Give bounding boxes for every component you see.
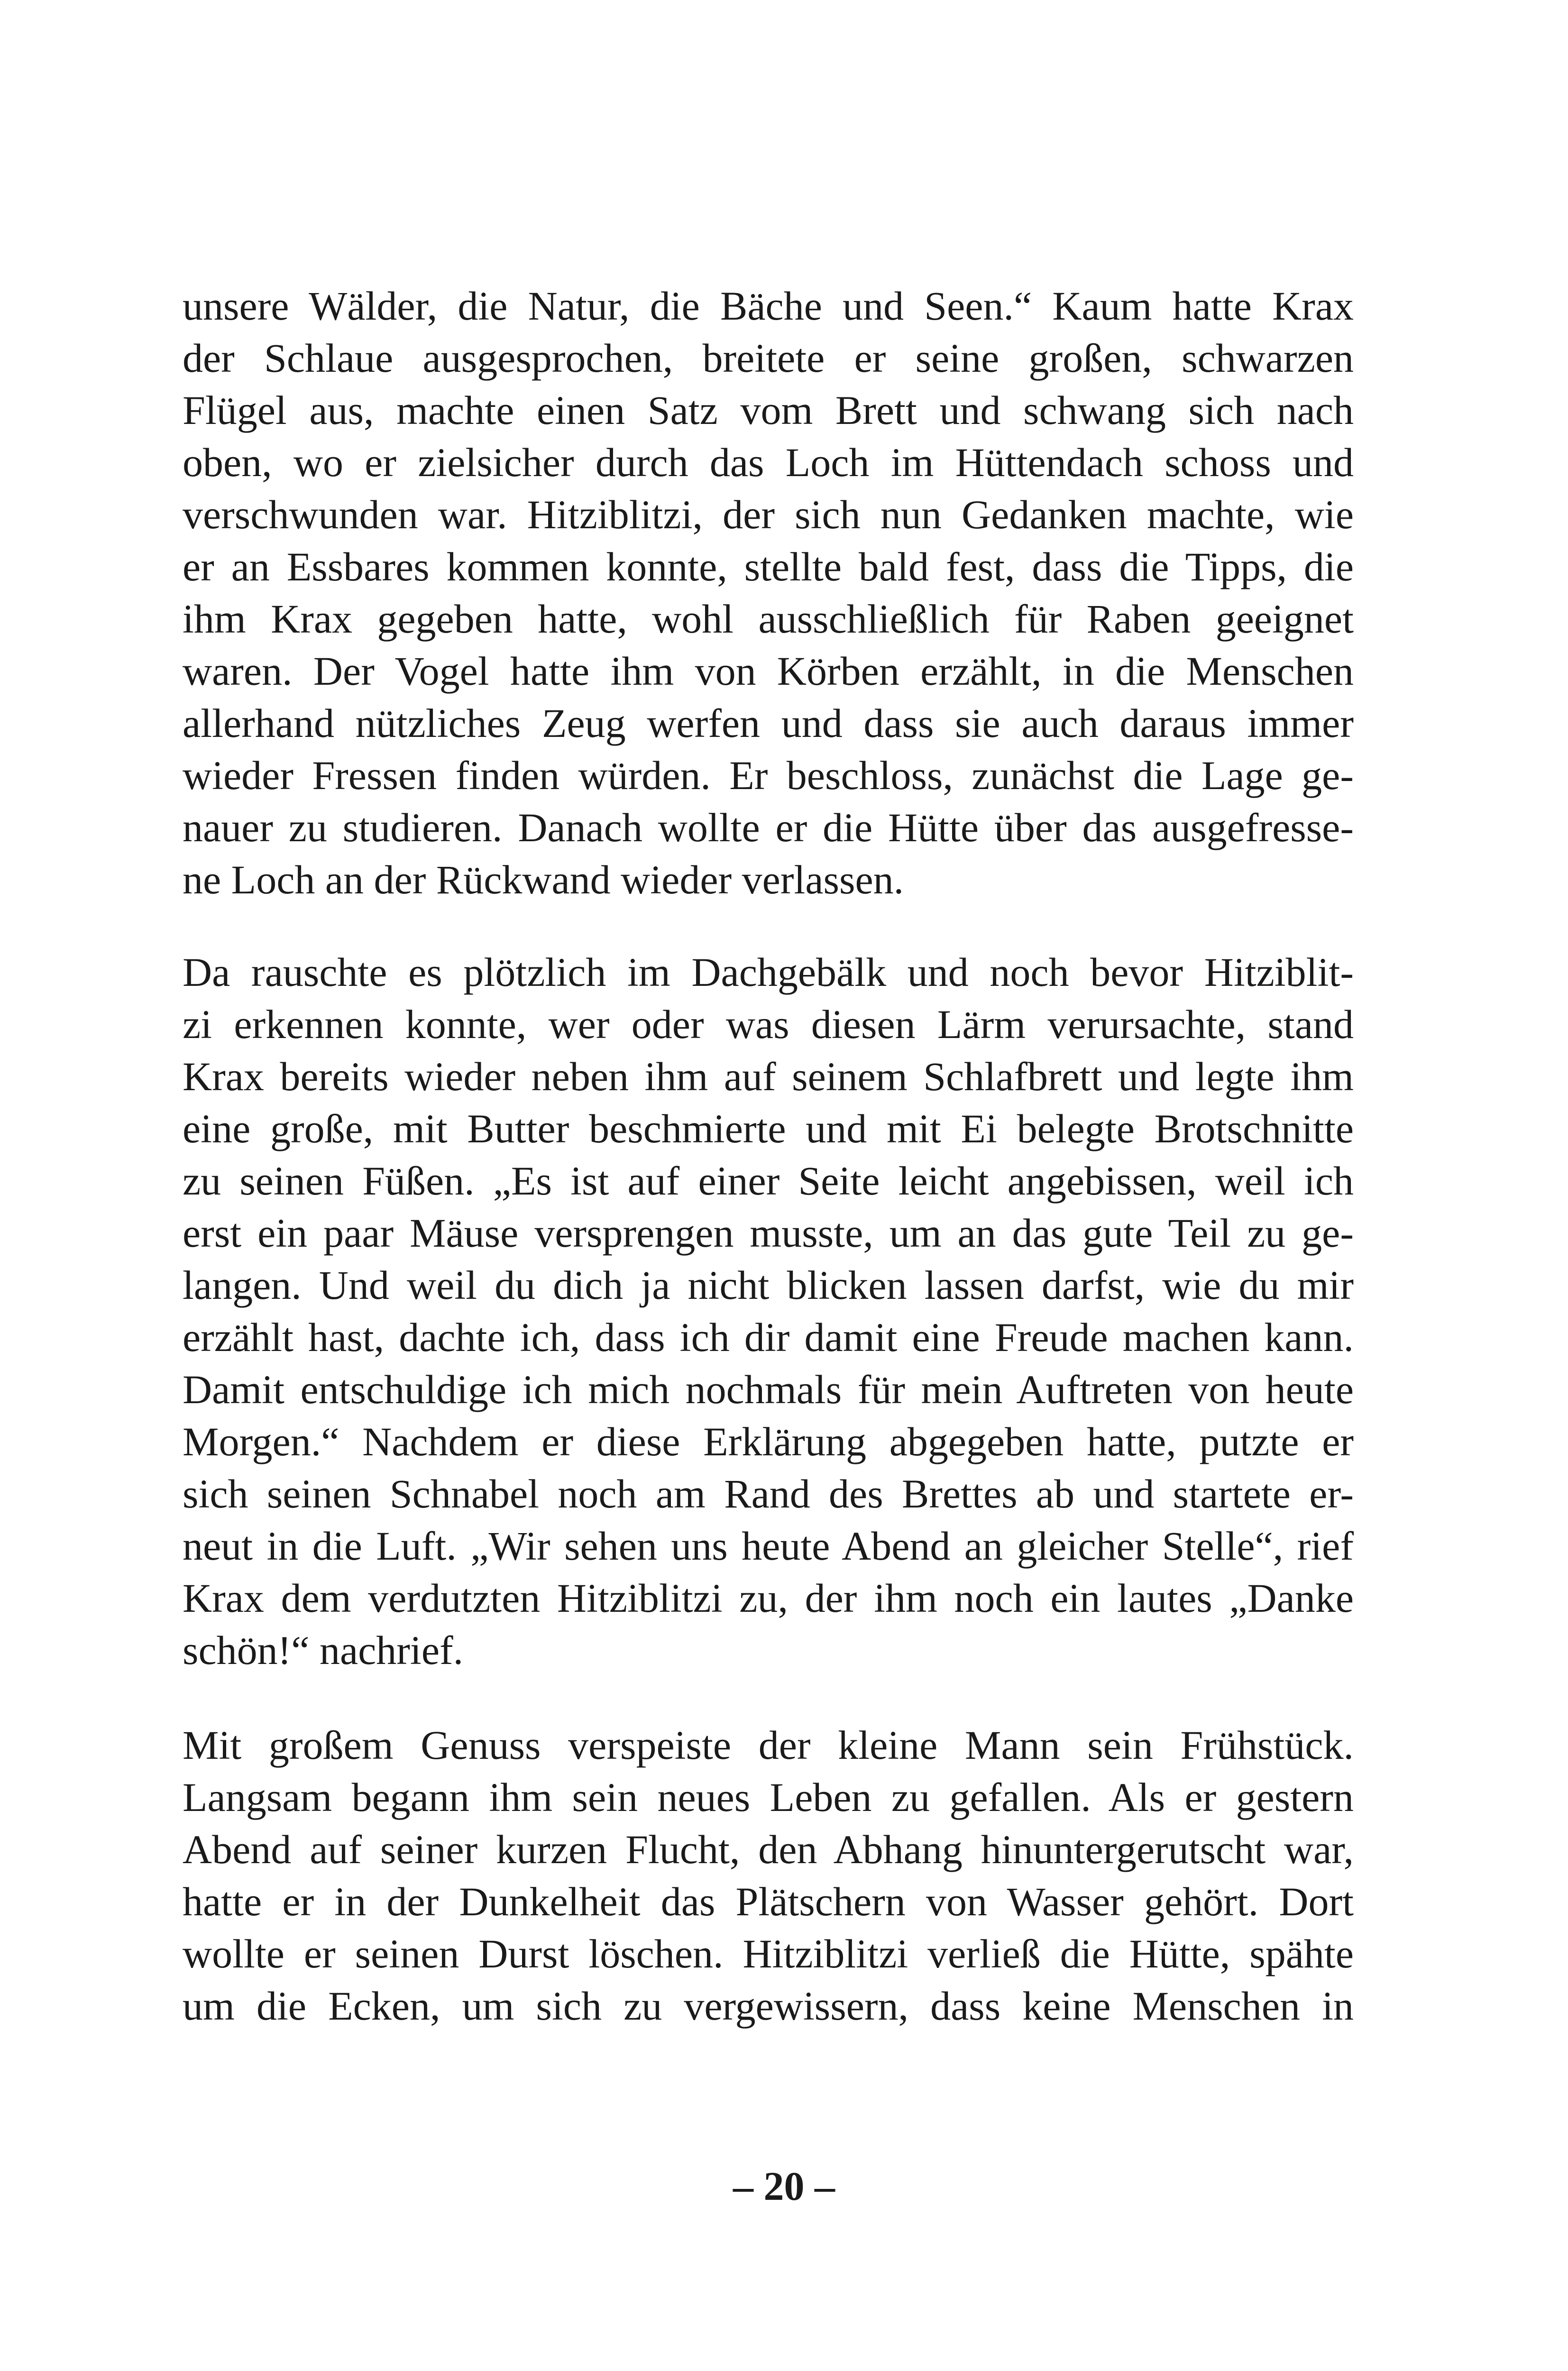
text-line: ne Loch an der Rückwand wieder verlassen. bbox=[183, 857, 904, 902]
text-line: wieder Fressen finden würden. Er beschloss, zunächst die Lage ge- bbox=[183, 753, 1354, 798]
text-line: wollte er seinen Durst löschen. Hitziblitzi verließ die Hütte, spähte bbox=[183, 1931, 1354, 1976]
text-line: schön!“ nachrief. bbox=[183, 1627, 464, 1673]
text-line: Da rauschte es plötzlich im Dachgebälk und noch bevor Hitziblit- bbox=[183, 949, 1354, 995]
text-line: sich seinen Schnabel noch am Rand des Brettes ab und startete er- bbox=[183, 1471, 1354, 1516]
paragraph-2 bbox=[183, 946, 1354, 1676]
page-number: – 20 – bbox=[733, 2163, 835, 2209]
text-line: Flügel aus, machte einen Satz vom Brett und schwang sich nach bbox=[183, 387, 1354, 433]
text-line: Damit entschuldige ich mich nochmals für mein Auftreten von heute bbox=[183, 1367, 1354, 1412]
text-line: waren. Der Vogel hatte ihm von Körben erzählt, in die Menschen bbox=[183, 648, 1354, 694]
text-line: erzählt hast, dachte ich, dass ich dir damit eine Freude machen kann. bbox=[183, 1314, 1354, 1360]
text-line: Mit großem Genuss verspeiste der kleine Mann sein Frühstück. bbox=[183, 1722, 1354, 1768]
text-line: unsere Wälder, die Natur, die Bäche und Seen.“ Kaum hatte Krax bbox=[183, 283, 1354, 329]
paragraph-3 bbox=[183, 1719, 1354, 2032]
text-line: um die Ecken, um sich zu vergewissern, dass keine Menschen in bbox=[183, 1983, 1354, 2029]
text-line: langen. Und weil du dich ja nicht blicken lassen darfst, wie du mir bbox=[183, 1262, 1354, 1308]
text-line: verschwunden war. Hitziblitzi, der sich nun Gedanken machte, wie bbox=[183, 492, 1354, 537]
text-line: der Schlaue ausgesprochen, breitete er seine großen, schwarzen bbox=[183, 335, 1354, 381]
text-line: Abend auf seiner kurzen Flucht, den Abhang hinuntergerutscht war, bbox=[183, 1827, 1354, 1872]
text-line: er an Essbares kommen konnte, stellte bald fest, dass die Tipps, die bbox=[183, 544, 1354, 589]
text-line: neut in die Luft. „Wir sehen uns heute Abend an gleicher Stelle“, rief bbox=[183, 1523, 1354, 1569]
text-line: Krax dem verdutzten Hitziblitzi zu, der ihm noch ein lautes „Danke bbox=[183, 1575, 1354, 1621]
text-line: erst ein paar Mäuse versprengen musste, um an das gute Teil zu ge- bbox=[183, 1210, 1354, 1256]
text-line: nauer zu studieren. Danach wollte er die Hütte über das ausgefresse- bbox=[183, 805, 1354, 850]
text-line: oben, wo er zielsicher durch das Loch im Hüttendach schoss und bbox=[183, 440, 1354, 485]
text-line: zi erkennen konnte, wer oder was diesen Lärm verursachte, stand bbox=[183, 1002, 1354, 1047]
text-line: Morgen.“ Nachdem er diese Erklärung abgegeben hatte, putzte er bbox=[183, 1419, 1354, 1464]
text-line: allerhand nützliches Zeug werfen und dass sie auch daraus immer bbox=[183, 700, 1354, 746]
text-line: Langsam begann ihm sein neues Leben zu gefallen. Als er gestern bbox=[183, 1774, 1354, 1820]
paragraph-1 bbox=[183, 280, 1354, 906]
text-line: hatte er in der Dunkelheit das Plätschern von Wasser gehört. Dort bbox=[183, 1879, 1354, 1924]
text-line: zu seinen Füßen. „Es ist auf einer Seite leicht angebissen, weil ich bbox=[183, 1158, 1354, 1204]
text-line: ihm Krax gegeben hatte, wohl ausschließlich für Raben geeignet bbox=[183, 596, 1354, 642]
text-line: Krax bereits wieder neben ihm auf seinem Schlafbrett und legte ihm bbox=[183, 1054, 1354, 1099]
text-line: eine große, mit Butter beschmierte und mit Ei belegte Brotschnitte bbox=[183, 1106, 1354, 1151]
